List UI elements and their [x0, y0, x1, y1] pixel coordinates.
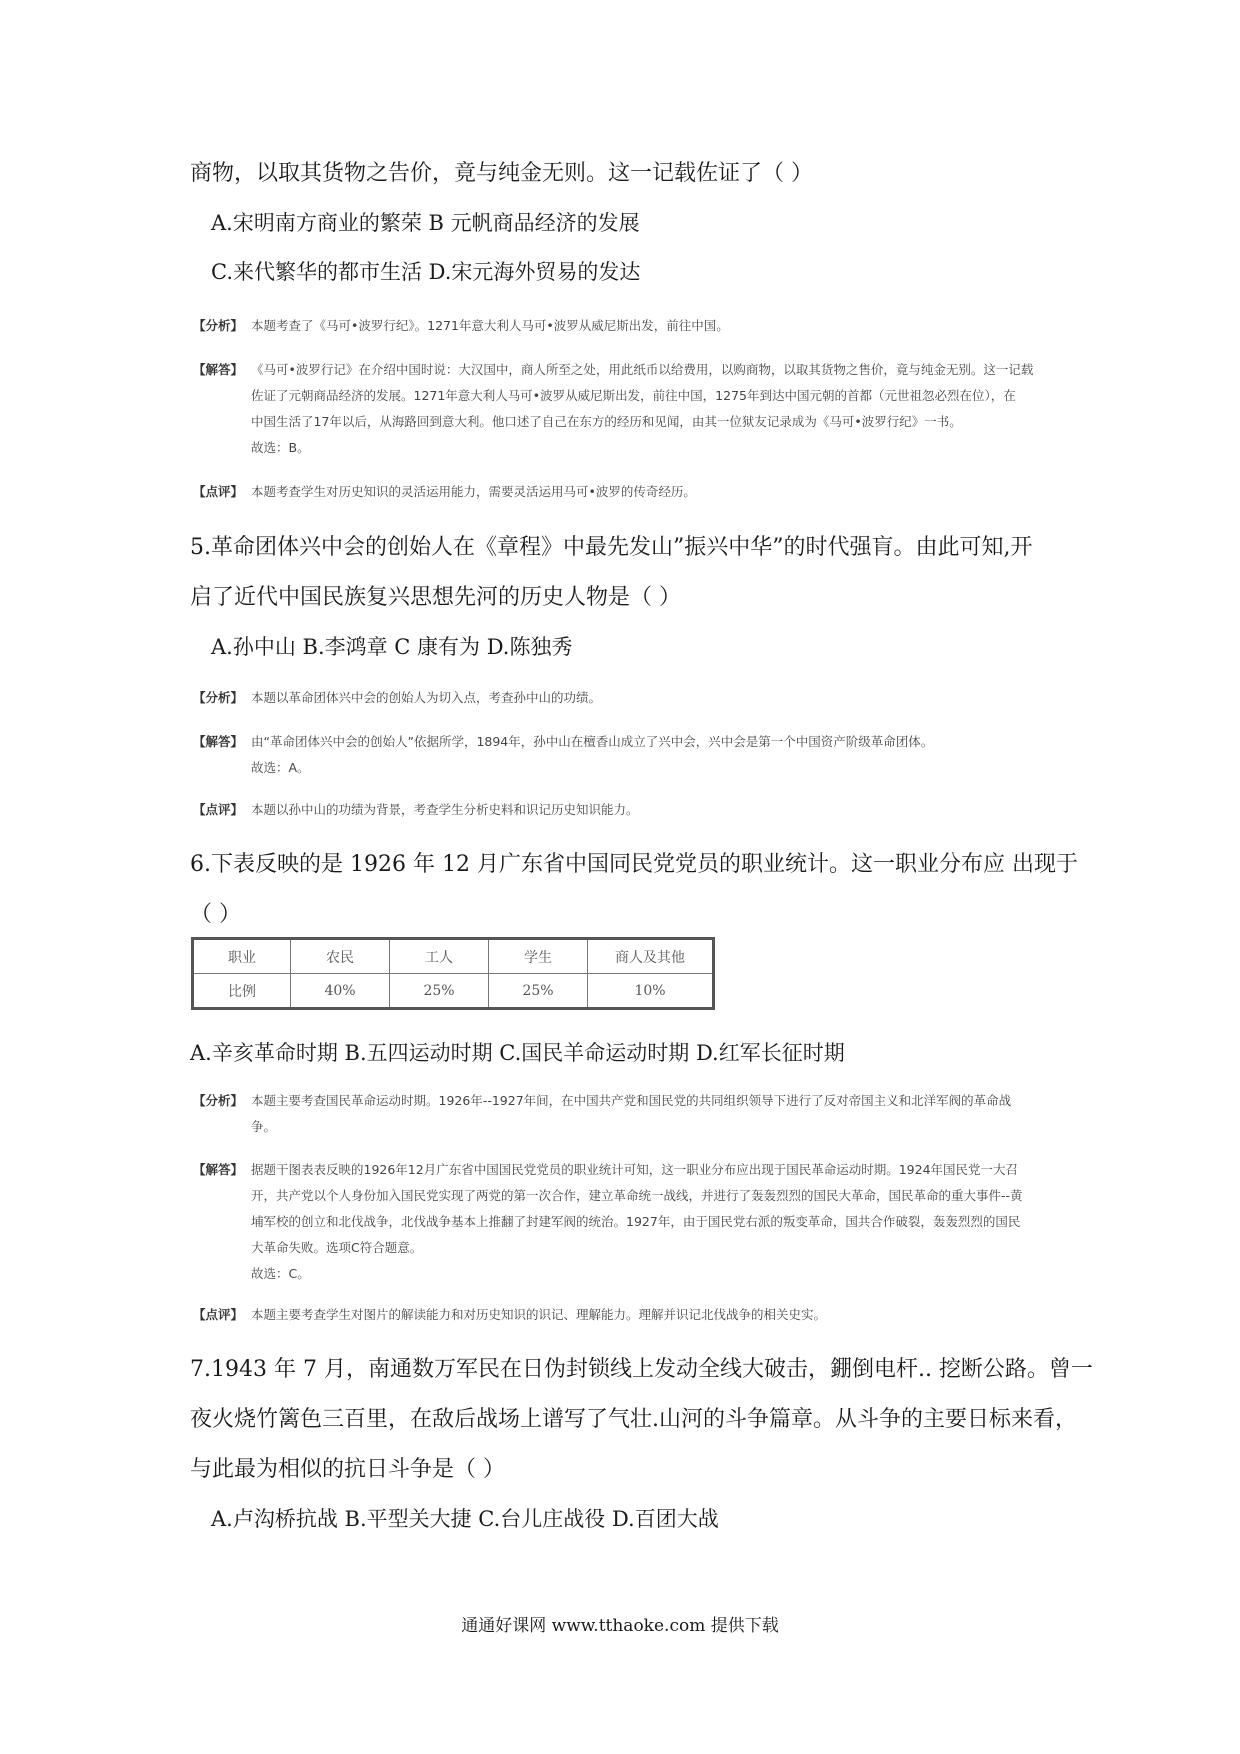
- q7-stem-line-2: 夜火烧竹篱色三百里，在敌后战场上谱写了气壮.山河的斗争篇章。从斗争的主要日标来看，: [190, 1407, 1077, 1432]
- q5-analysis: [193, 685, 1113, 711]
- table-header-row: [193, 939, 714, 974]
- q5-option-line: A.孙中山 B.李鸿章 C 康有为 D.陈独秀: [211, 635, 573, 659]
- answer-line: 故选：C。: [251, 1266, 310, 1281]
- analysis-tag: 【分析】: [193, 318, 244, 333]
- table-cell: 学生: [489, 939, 588, 974]
- q6-stem-line-1: 6.下表反映的是 1926 年 12 月广东省中国同民党党员的职业统计。这一职业分布应 出现于: [190, 852, 1078, 877]
- table-cell: 职业: [193, 939, 291, 974]
- q6-analysis: [193, 1088, 1113, 1140]
- q4-option-line-2: C.来代繁华的都市生活 D.宋元海外贸易的发达: [211, 260, 641, 284]
- answer-tag: 【解答】: [193, 362, 244, 377]
- answer-line: 大革命失败。选项C符合题意。: [251, 1240, 423, 1255]
- q5-stem-line-2: 启了近代中国民族复兴思想先河的历史人物是（ ）: [190, 585, 681, 610]
- answer-line: 中国生活了17年以后，从海路回到意大利。他口述了自己在东方的经历和见闻，由其一位狱友记录成为《马可•波罗行纪》一书。: [251, 414, 962, 429]
- comment-tag: 【点评】: [193, 802, 244, 817]
- analysis-text: 本题考查了《马可•波罗行纪》。1271年意大利人马可•波罗从威尼斯出发，前往中国。: [251, 318, 729, 333]
- answer-line: 开，共产党以个人身份加入国民党实现了两党的第一次合作，建立革命统一战线，并进行了轰轰烈烈的国民大革命，国民革命的重大事件--黄: [251, 1188, 1023, 1203]
- q4-analysis: [193, 313, 1113, 339]
- q5-stem-line-1: 5.革命团体兴中会的创始人在《章程》中最先发山”振兴中华”的时代强肓。由此可知,开: [190, 535, 1033, 560]
- table-cell: 25%: [489, 974, 588, 1009]
- answer-line: 故选：B。: [251, 440, 310, 455]
- q4-answer: [193, 357, 1113, 461]
- table-cell: 25%: [390, 974, 489, 1009]
- answer-line: 《马可•波罗行记》在介绍中国时说：大汉国中，商人所至之处，用此纸币以给费用，以购商物，以取其货物之售价，竟与纯金无别。这一记载: [251, 362, 1034, 377]
- table-cell: 工人: [390, 939, 489, 974]
- answer-line: 据题干图表表反映的1926年12月广东省中国国民党党员的职业统计可知，这一职业分布应出现于国民革命运动时期。1924年国民党一大召: [251, 1162, 1019, 1177]
- comment-tag: 【点评】: [193, 484, 244, 499]
- q7-stem-line-3: 与此最为相似的抗日斗争是（ ）: [190, 1457, 505, 1482]
- q5-comment: [193, 797, 1113, 823]
- q4-option-line-1: A.宋明南方商业的繁荣 B 元帆商品经济的发展: [211, 211, 640, 235]
- answer-line: 埔军校的创立和北伐战争，北伐战争基本上推翻了封建军阀的统治。1927年，由于国民党右派的叛变革命，国共合作破裂，轰轰烈烈的国民: [251, 1214, 1021, 1229]
- q7-stem-line-1: 7.1943 年 7 月，南通数万军民在日伪封锁线上发动全线大破击，錋倒电杆.. 挖断公路。曾一: [190, 1357, 1093, 1382]
- comment-text: 本题考查学生对历史知识的灵活运用能力，需要灵活运用马可•波罗的传奇经历。: [251, 484, 696, 499]
- answer-line: 故选：A。: [251, 760, 310, 775]
- page-footer: 通通好课网 www.tthaoke.com 提供下载: [461, 1616, 779, 1636]
- q4-comment: [193, 479, 1113, 505]
- q6-option-line: A.辛亥革命时期 B.五四运动时期 C.国民羊命运动时期 D.红军长征时期: [190, 1041, 845, 1065]
- table-cell: 农民: [291, 939, 390, 974]
- occupation-table: [191, 937, 715, 1010]
- table-cell: 10%: [588, 974, 714, 1009]
- table-cell: 比例: [193, 974, 291, 1009]
- comment-text: 本题以孙中山的功绩为背景，考查学生分析史料和识记历史知识能力。: [251, 802, 639, 817]
- answer-line: 佐证了元朝商品经济的发展。1271年意大利人马可•波罗从威尼斯出发，前往中国，1275年到达中国元朝的首都（元世祖忽必烈在位），在: [251, 388, 1016, 403]
- answer-tag: 【解答】: [193, 734, 244, 749]
- q5-answer: [193, 729, 1113, 781]
- comment-text: 本题主要考查学生对图片的解读能力和对历史知识的识记、理解能力。理解并识记北伐战争的相关史实。: [251, 1307, 827, 1322]
- analysis-line: 争。: [251, 1119, 277, 1134]
- answer-tag: 【解答】: [193, 1162, 244, 1177]
- q4-stem-tail: 商物，以取其货物之告价，竟与纯金无则。这一记载佐证了（ ）: [190, 161, 813, 186]
- table-row: [193, 974, 714, 1009]
- table-cell: 商人及其他: [588, 939, 714, 974]
- comment-tag: 【点评】: [193, 1307, 244, 1322]
- q6-comment: [193, 1302, 1113, 1328]
- analysis-tag: 【分析】: [193, 1093, 244, 1108]
- q6-stem-line-2: （ ）: [190, 902, 241, 927]
- q7-option-line: A.卢沟桥抗战 B.平型关大捷 C.台儿庄战役 D.百团大战: [211, 1507, 719, 1531]
- analysis-tag: 【分析】: [193, 690, 244, 705]
- answer-line: 由“革命团体兴中会的创始人”依据所学，1894年，孙中山在檀香山成立了兴中会，兴中会是第一个中国资产阶级革命团体。: [251, 734, 934, 749]
- analysis-text: 本题以革命团体兴中会的创始人为切入点，考查孙中山的功绩。: [251, 690, 602, 705]
- table-cell: 40%: [291, 974, 390, 1009]
- q6-answer: [193, 1157, 1113, 1287]
- analysis-line: 本题主要考查国民革命运动时期。1926年--1927年间，在中国共产党和国民党的共同组织领导下进行了反对帝国主义和北洋军阀的革命战: [251, 1093, 1012, 1108]
